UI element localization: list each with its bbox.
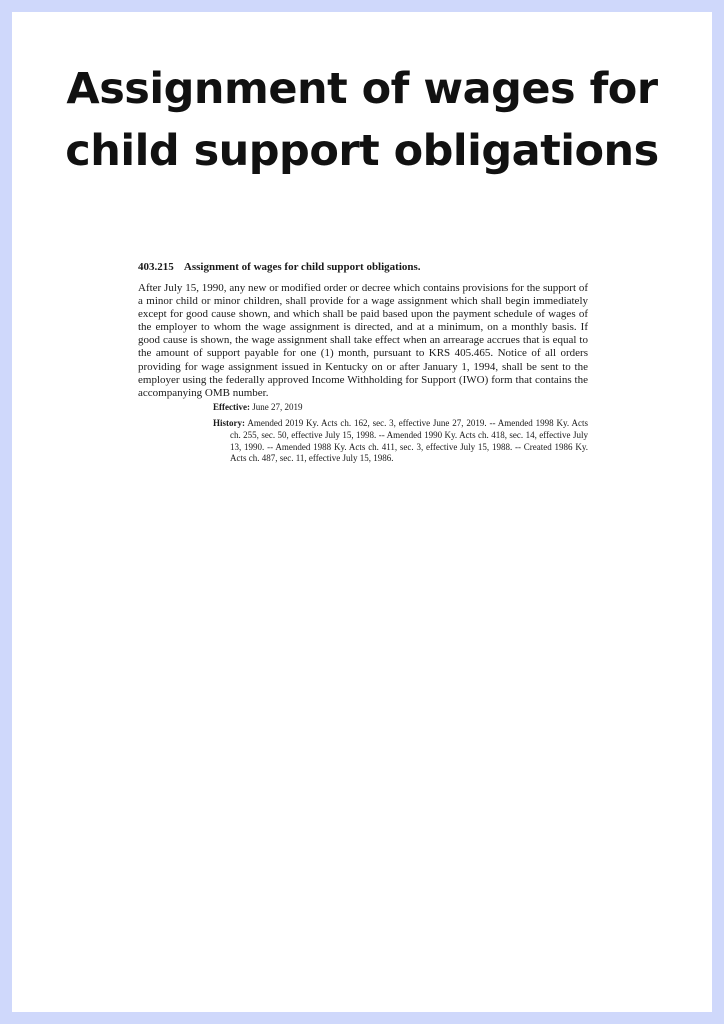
effective-date: June 27, 2019 xyxy=(252,401,303,412)
statute-heading xyxy=(138,260,588,274)
statute-section xyxy=(138,260,588,465)
effective-label: Effective: xyxy=(213,401,250,412)
page-title: Assignment of wages for child support obligations xyxy=(65,64,659,176)
document-page xyxy=(12,12,712,1012)
section-number: 403.215 xyxy=(138,261,174,273)
history-line xyxy=(213,418,588,464)
statute-body-text: After July 15, 1990, any new or modified order or decree which contains provisions for the support of a minor child or minor children, shall provide for a wage assignment which shall begin immediately except for good cause shown, and which shall be paid based upon the payment schedule of wages of the employer to whom the wage assignment is directed, and at a minimum, on a monthly basis. If good cause is shown, the wage assignment shall take effect when an arrearage accrues that is equal to the amount of support payable for one (1) month, pursuant to KRS 405.465. Notice of all orders providing for wage assignment issued in Kentucky on or after January 1, 1994, shall be sent to the employer using the federally approved Income Withholding for Support (IWO) form that contains the accompanying OMB number. xyxy=(138,282,588,399)
history-text: Amended 2019 Ky. Acts ch. 162, sec. 3, effective June 27, 2019. -- Amended 1998 Ky. Acts ch. 255, sec. 50, effective July 15, 1998. -- Amended 1990 Ky. Acts ch. 418, sec. 14, effective July 13, 1990. -- Amended 1988 Ky. Acts ch. 411, sec. 3, effective July 15, 1988. -- Created 1986 Ky. Acts ch. 487, sec. 11, effective July 15, 1986. xyxy=(230,418,588,464)
effective-line xyxy=(213,402,588,414)
section-title: Assignment of wages for child support obligations. xyxy=(183,261,421,273)
statute-metadata xyxy=(213,402,588,465)
history-label: History: xyxy=(213,418,245,429)
